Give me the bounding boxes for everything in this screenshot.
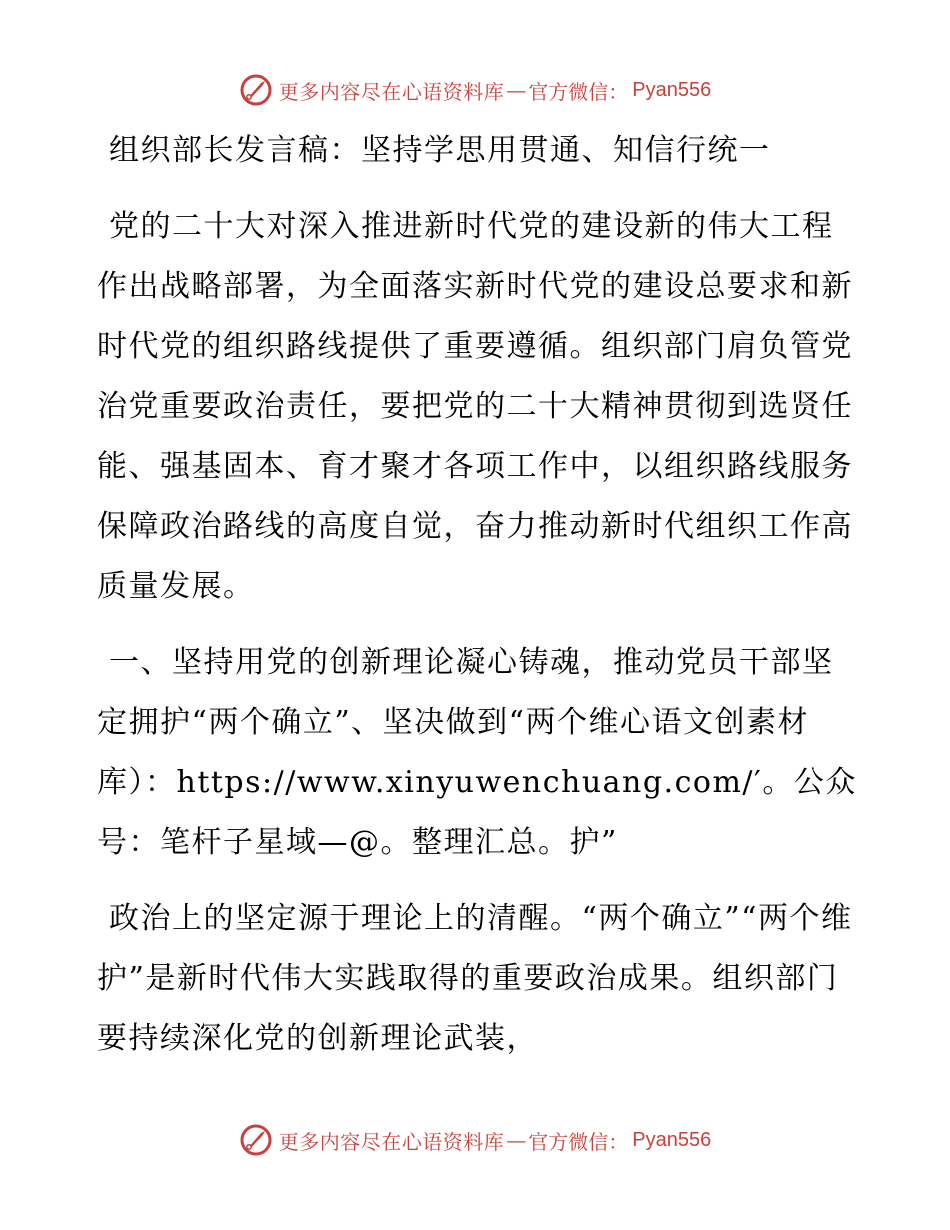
watermark-text: 更多内容尽在心语资料库 (278, 1129, 505, 1154)
watermark-dash: — (506, 78, 527, 102)
watermark-wechat-id: Pyan556 (632, 1128, 712, 1151)
watermark-wechat-id: Pyan556 (632, 78, 712, 101)
document-title: 组织部长发言稿：坚持学思用贯通、知信行统一 (109, 133, 771, 168)
document-body (97, 121, 857, 1085)
watermark-wechat-label: 官方微信： (528, 1129, 629, 1154)
section-heading-1: 一、坚持用党的创新理论凝心铸魂，推动党员干部坚定拥护“两个确立”、坚决做到“两个维心语文创素材库）：https://www.xinyuwenchuang.com/′。公众号：笔杆子星域—@。整理汇总。护” (97, 645, 857, 860)
watermark-dash: — (506, 1128, 527, 1152)
quill-logo-icon (239, 73, 273, 107)
watermark-wechat-label: 官方微信： (528, 79, 629, 104)
quill-logo-icon (239, 1123, 273, 1157)
watermark-banner-bottom (0, 1120, 950, 1160)
paragraph-intro: 党的二十大对深入推进新时代党的建设新的伟大工程作出战略部署，为全面落实新时代党的建设总要求和新时代党的组织路线提供了重要遵循。组织部门肩负管党治党重要政治责任，要把党的二十大精神贯彻到选贤任能、强基固本、育才聚才各项工作中，以组织路线服务保障政治路线的高度自觉，奋力推动新时代组织工作高质量发展。 (97, 209, 853, 604)
watermark-text: 更多内容尽在心语资料库 (278, 79, 505, 104)
watermark-banner-top (0, 70, 950, 110)
paragraph-section-1: 政治上的坚定源于理论上的清醒。“两个确立”“两个维护”是新时代伟大实践取得的重要政治成果。组织部门要持续深化党的创新理论武装， (97, 901, 853, 1056)
